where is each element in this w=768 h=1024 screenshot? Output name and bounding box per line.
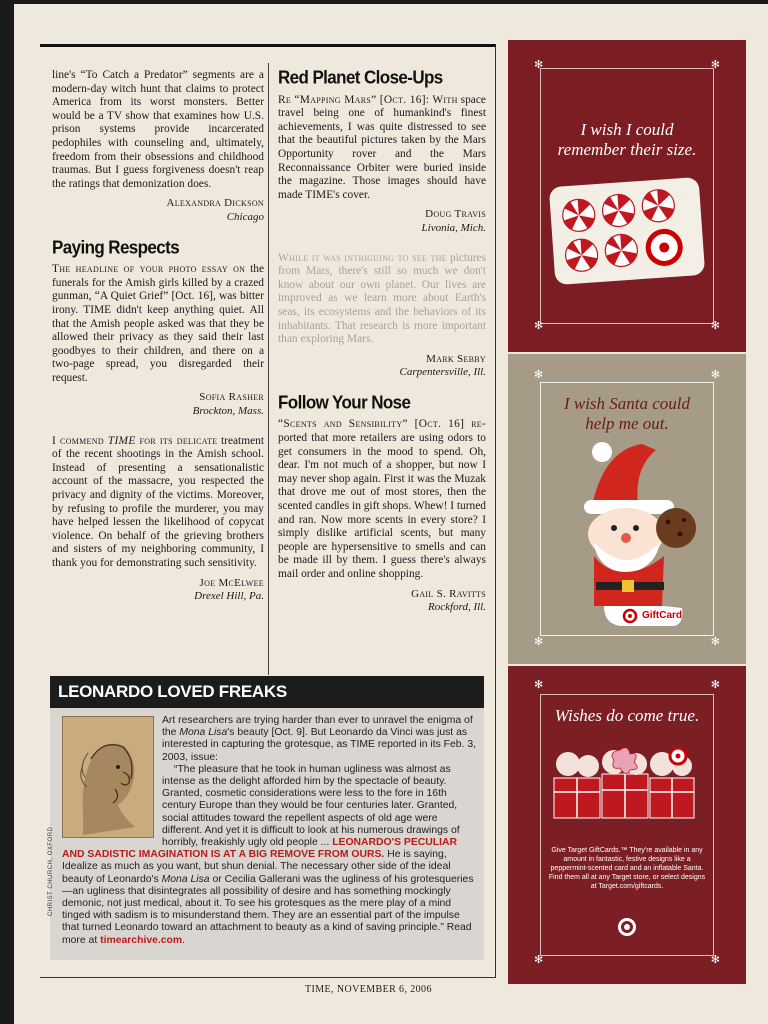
- photo-credit: CHRIST CHURCH, OXFORD: [48, 826, 54, 916]
- ad-script-headline: I wish Santa could help me out.: [563, 394, 691, 433]
- ad-script-headline: Wishes do come true.: [554, 706, 700, 725]
- signature-name: Sofia Rasher: [199, 391, 264, 404]
- signature-name: Mark Sebby: [426, 352, 486, 365]
- snowflake-icon: ✻: [710, 636, 720, 648]
- signature-name: Joe McElwee: [199, 576, 264, 589]
- target-logo-icon: [616, 916, 638, 938]
- sidebar-body: Art researchers are trying harder than ever to unravel the enigma of the Mona Lisa's beauty [Oct. 9]. But Leonardo da Vinci was just as interested in capturing the grotesque, as TIME reported in its Feb. 3, 2003, issue: “The pleasure that he took in human ugliness was almost as intense as the delight afforded him by the spectacle of beauty. Granted, cosmetic considerations were less to the fore in 16th century Europe than they would be four centuries later. Granted, social attitudes toward the repellent aspects of old age were different. And yet it is difficult to look at his numerous drawings of horribly, freakishly ugly old people ... LEONARDO'S PECULIAR AND SADISTIC IMAGINATION IS AT A BIG REMOVE FROM OURS. He is saying, Idealize as much as you want, but shun denial. The necessary other side of the ideal beauty of Leonardo's Mona Lisa or Cecilia Gallerani was the ugliness of his grotesqueries—an ugliness that disintegrates all possibility of desire and has something mockingly demonic, not just medical, about it. To see his grotesques as the mere play of a mind tinged with sadism is to misunderstand them. They are an essential part of the impulse that turned Leonardo toward an attachment to beauty as a kind of saving principle.” Read more at timearchive.com.: [62, 715, 477, 946]
- signature-name: Doug Travis: [425, 208, 486, 221]
- column-divider: [268, 63, 269, 675]
- target-ad-panel-santa: [508, 354, 746, 664]
- letters-left-column: [52, 69, 264, 620]
- snowflake-icon: ✻: [534, 954, 544, 966]
- target-ad-panel-wishes: [508, 666, 746, 984]
- snowflake-icon: ✻: [534, 369, 544, 381]
- snowflake-icon: ✻: [710, 320, 720, 332]
- signature-place: Brockton, Mass.: [192, 405, 264, 418]
- snowflake-icon: ✻: [534, 679, 544, 691]
- archive-link[interactable]: timearchive.com: [100, 934, 183, 946]
- section-heading: Red Planet Close-Ups: [278, 67, 443, 88]
- letter-text: Re “Mapping Mars” [Oct. 16]: With space travel being one of humankind's finest achievements, I was quite distressed to see that the beautiful pictures taken by the Mars Opportunity rover and the Mars Reconnaissance Orbiter were buried inside the magazine. Those images should have made TIME's cover.: [278, 93, 486, 201]
- letter-text: “Scents and Sensibility” [Oct. 16] re-ported that more retailers are using odors to get consumers in the mood to spend. Oh, dear. I'm not much of a shopper, but now I may never shop again. First it was the Muzak that drove me out of most stores, then the scented candles in gift shops. Whew! I turned and ran. Now more scents in every store? I simply dislike artificial scents, but many people are hypersensitive to smells and can be made ill by them. I guess there's always mail order and online shopping.: [278, 418, 486, 580]
- letter-text: While it was intriguing to see the pictures from Mars, there's still so much we don't know about our own planet. Our lives are improved as we learn more about Earth's seas, its ecosystems and the behaviors of its inhabitants. That research is more important than exploring Mars.: [278, 251, 487, 346]
- section-heading: Follow Your Nose: [278, 392, 411, 413]
- signature-place: Chicago: [226, 210, 264, 223]
- signature-name: Alexandra Dickson: [166, 197, 264, 210]
- signature-name: Gail S. Ravitts: [411, 587, 486, 600]
- ad-script-headline: I wish I could remember their size.: [557, 120, 697, 159]
- letters-right-column: [278, 69, 486, 631]
- signature-place: Rockford, Ill.: [428, 601, 486, 614]
- letter-text: I commend TIME for its delicate treatment of the recent shootings in the Amish school. Instead of presenting a sensationalistic account of the massacre, you respected the privacy and dignity of the victims. Moreover, by refusing to profile the murderer, you may have helped lessen the likelihood of copycat violence. On behalf of the grieving brothers and sisters of my neighboring community, I thank you for demonstrating such sensitivity.: [52, 434, 264, 569]
- signature-place: Drexel Hill, Pa.: [194, 590, 264, 603]
- letter-text: The headline of your photo essay on the funerals for the Amish girls killed by a crazed gunman, “A Quiet Grief” [Oct. 16], was bitter irony. TIME didn't keep anything quiet. All that the Amish people asked was that they be allowed their privacy as they said their last goodbyes to their children, and there on a two-page spread, you disregarded their request.: [52, 263, 264, 384]
- pullquote-highlight: LEONARDO'S PECULIAR AND SADISTIC IMAGINATION IS AT A BIG REMOVE FROM OURS.: [62, 837, 458, 861]
- giftcard-label: GiftCard: [642, 610, 682, 621]
- page-footer: TIME, NOVEMBER 6, 2006: [305, 984, 432, 995]
- sidebar-header: LEONARDO LOVED FREAKS: [50, 676, 484, 708]
- snowflake-icon: ✻: [710, 954, 720, 966]
- snowflake-icon: ✻: [710, 59, 720, 71]
- snowflake-icon: ✻: [710, 369, 720, 381]
- letter-text: line's “To Catch a Predator” segments are a modern-day witch hunt that claims to protect America from its worst monsters. Better would be a TV show that examines how U.S. prison systems provide incarcerated pedophiles with counseling and, ultimately, freedom from their obsessions and childhood traumas. But I guess forgiveness doesn't reap the ratings that demonization does.: [52, 69, 264, 190]
- section-heading: Paying Respects: [52, 236, 180, 258]
- gift-boxes-icon: [550, 744, 700, 844]
- santa-giftcard-icon: [564, 438, 704, 634]
- signature-place: Carpentersville, Ill.: [399, 366, 486, 379]
- giftcard-peppermint-icon: [548, 176, 706, 286]
- snowflake-icon: ✻: [534, 59, 544, 71]
- ad-body-text: Give Target GiftCards.™ They're available in any amount in fantastic, festive designs like a peppermint-scented card and an inflatable Santa. Find them all at any Target store, or select designs at Target.com/giftcards.: [548, 847, 706, 890]
- target-ad-panel-cookie-cutters: [508, 40, 746, 352]
- snowflake-icon: ✻: [710, 679, 720, 691]
- signature-place: Livonia, Mich.: [421, 221, 486, 234]
- leonardo-sidebar: [50, 676, 484, 960]
- snowflake-icon: ✻: [534, 636, 544, 648]
- snowflake-icon: ✻: [534, 320, 544, 332]
